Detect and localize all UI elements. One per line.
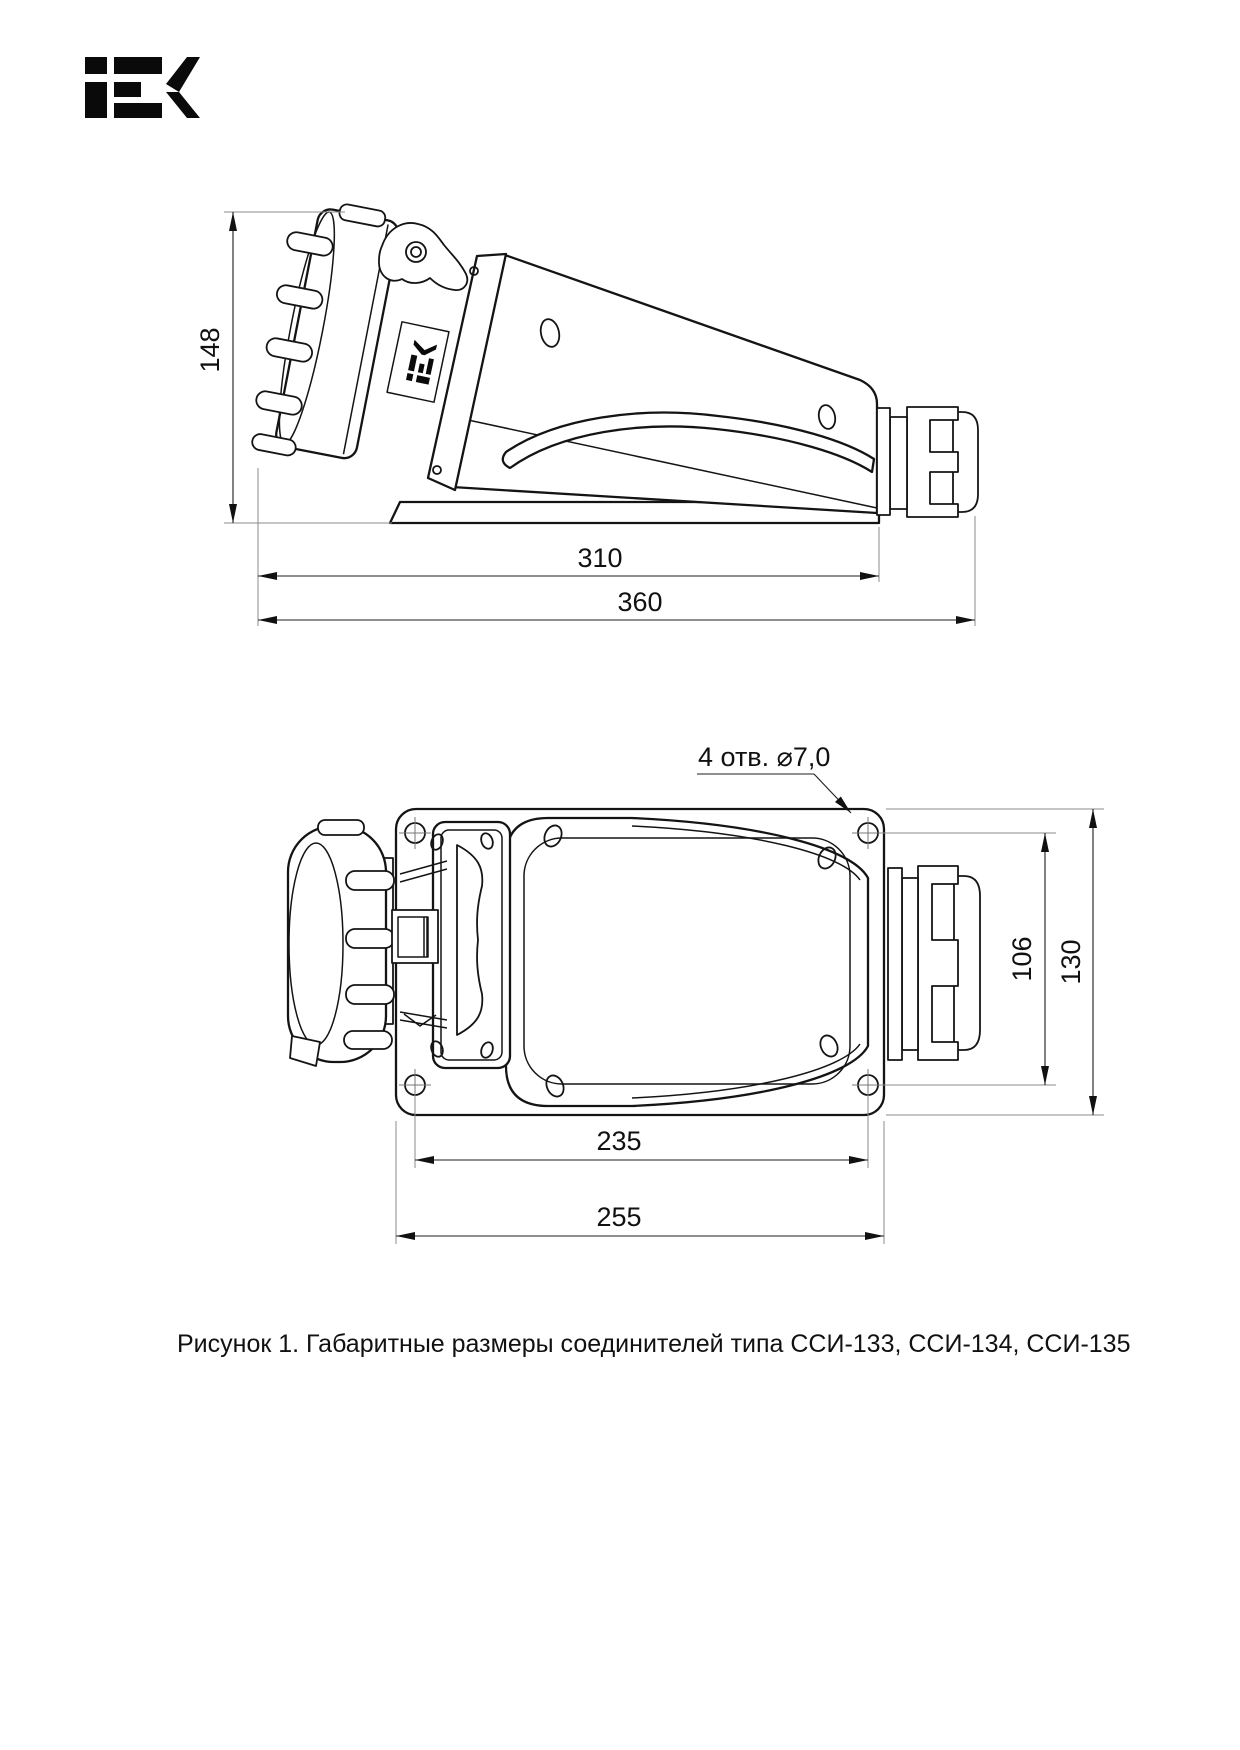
side-view <box>195 194 978 626</box>
dim-total-length-label: 360 <box>617 587 663 617</box>
cap-rib <box>318 820 364 835</box>
cap-tab <box>290 1036 320 1066</box>
dim-plate-width-label: 255 <box>596 1202 642 1232</box>
iek-label <box>387 322 449 402</box>
gland-nut <box>907 407 958 517</box>
dim-plate-height-label: 130 <box>1056 939 1086 985</box>
gland-thread <box>890 417 907 509</box>
cap-rib <box>346 929 394 948</box>
dim-hole-spacing-h-label: 235 <box>596 1126 642 1156</box>
connector-body <box>452 255 877 513</box>
top-view <box>288 742 1104 1244</box>
gland-neck <box>877 408 890 515</box>
housing-body <box>506 818 868 1106</box>
dim-hole-spacing-v-label: 106 <box>1007 936 1037 982</box>
hole-callout <box>697 742 851 813</box>
figure-caption: Рисунок 1. Габаритные размеры соединителей типа ССИ-133, ССИ-134, ССИ-135 <box>177 1330 1131 1358</box>
cap-rib <box>346 985 394 1004</box>
latch-lever <box>379 223 467 290</box>
gland-neck <box>888 868 902 1060</box>
cable-gland-top <box>888 866 980 1060</box>
sealing-cap-top <box>288 820 394 1066</box>
cable-gland <box>877 407 978 517</box>
iek-logo <box>85 57 200 118</box>
cap-rib <box>344 1031 392 1049</box>
sealing-cap <box>247 194 402 468</box>
dim-height-label: 148 <box>195 327 225 373</box>
gland-thread <box>902 878 918 1050</box>
hole-callout-label: 4 отв. ⌀7,0 <box>698 742 831 772</box>
gland-nut <box>918 866 958 1060</box>
cap-rib <box>346 871 394 890</box>
dim-base-length-label: 310 <box>577 543 623 573</box>
